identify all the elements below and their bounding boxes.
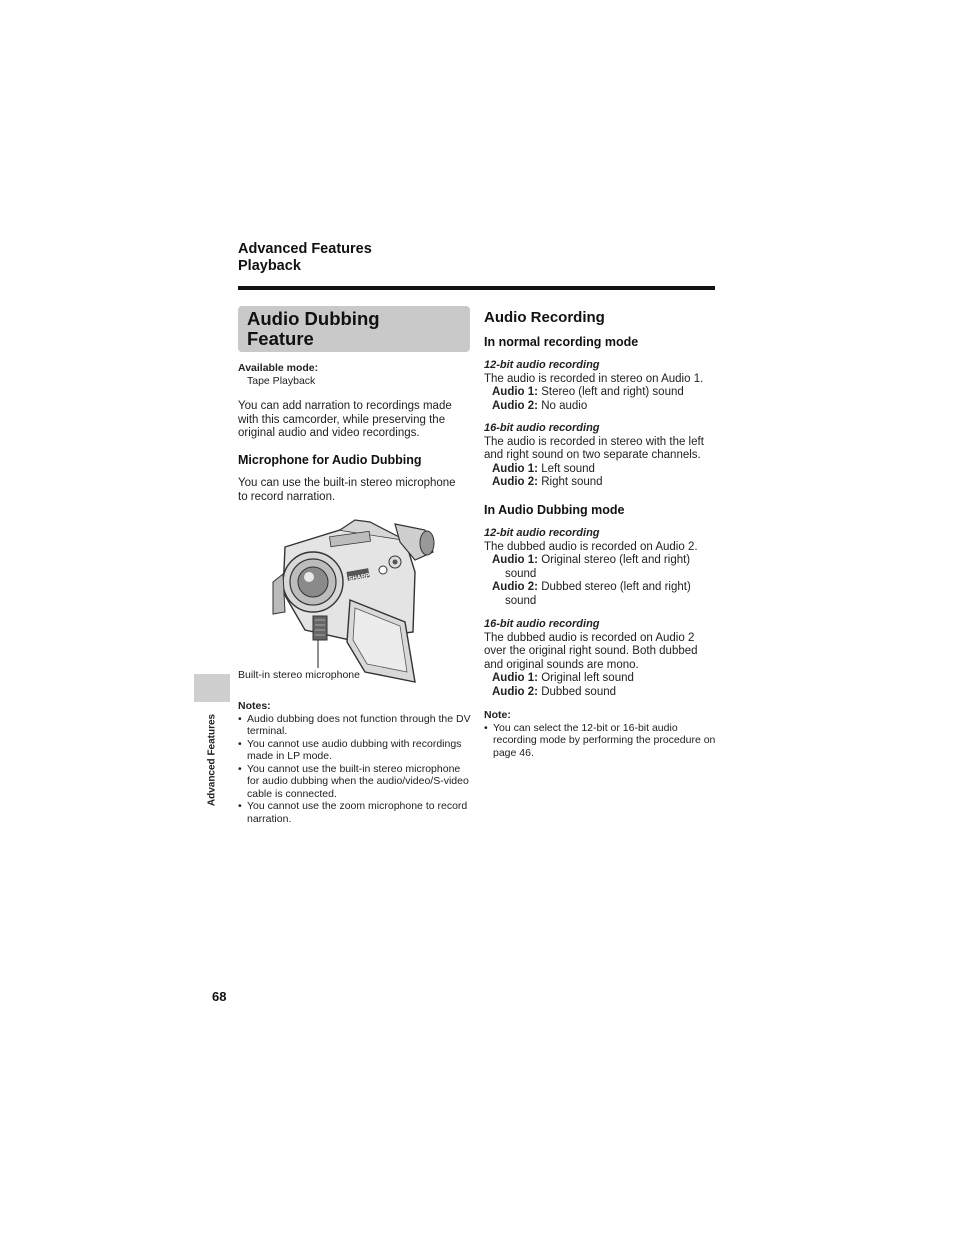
dubbing-16bit-audio1: Audio 1: Original left sound	[492, 672, 634, 685]
title-line-1: Audio Dubbing	[247, 308, 380, 329]
dubbing-16bit-text: over the original right sound. Both dubbed	[484, 645, 698, 658]
dubbing-mode-heading: In Audio Dubbing mode	[484, 503, 625, 517]
normal-16bit-text: and right sound on two separate channels.	[484, 449, 701, 462]
available-mode-value: Tape Playback	[247, 374, 316, 387]
notes-list	[238, 713, 473, 826]
title-line-2: Feature	[247, 327, 314, 349]
dubbing-12bit-audio2-cont: sound	[505, 594, 537, 607]
intro-line: with this camcorder, while preserving the	[238, 413, 446, 426]
audio-recording-heading: Audio Recording	[484, 309, 605, 326]
note-list	[484, 722, 716, 760]
dubbing-12bit-audio1-cont: sound	[505, 567, 537, 580]
image-caption: Built-in stereo microphone	[238, 669, 360, 681]
normal-12bit-audio2: Audio 2: No audio	[492, 399, 588, 412]
normal-16bit-text: The audio is recorded in stereo with the left	[484, 435, 704, 448]
dubbing-16bit-block	[484, 618, 719, 700]
intro-paragraph	[238, 400, 478, 441]
page-title	[247, 309, 380, 348]
mic-heading: Microphone for Audio Dubbing	[238, 453, 422, 467]
normal-16bit-audio1: Audio 1: Left sound	[492, 462, 595, 475]
dubbing-12bit-block	[484, 527, 719, 609]
normal-12bit-text: The audio is recorded in stereo on Audio 1.	[484, 372, 704, 385]
title-box	[238, 306, 470, 352]
mic-text	[238, 477, 478, 504]
note-item: • You can select the 12-bit or 16-bit audio recording mode by performing the procedure on page 46.	[484, 722, 716, 760]
section-header	[238, 241, 372, 275]
dubbing-16bit-label: 16-bit audio recording	[484, 618, 600, 630]
mic-text-line: to record narration.	[238, 490, 336, 503]
dubbing-12bit-label: 12-bit audio recording	[484, 527, 600, 539]
dubbing-12bit-text: The dubbed audio is recorded on Audio 2.	[484, 540, 698, 553]
normal-16bit-block	[484, 422, 719, 490]
dubbing-12bit-audio2: Audio 2: Dubbed stereo (left and right)	[492, 581, 691, 594]
dubbing-12bit-audio1: Audio 1: Original stereo (left and right)	[492, 554, 691, 567]
normal-16bit-audio2: Audio 2: Right sound	[492, 476, 603, 489]
side-tab-marker	[194, 674, 230, 702]
intro-line: original audio and video recordings.	[238, 427, 420, 440]
header-rule	[238, 286, 715, 290]
available-mode	[238, 362, 473, 387]
camcorder-illustration	[255, 512, 445, 692]
camera-brand-label: SHARP	[348, 573, 371, 583]
note-heading: Note:	[484, 709, 511, 721]
normal-16bit-label: 16-bit audio recording	[484, 422, 600, 434]
header-line-1: Advanced Features	[238, 241, 372, 257]
mic-text-line: You can use the built-in stereo microphone	[238, 477, 456, 489]
intro-line: You can add narration to recordings made	[238, 400, 452, 412]
notes-item: • You cannot use the built-in stereo microphone for audio dubbing when the audio/video/S-video cable is connected.	[238, 763, 473, 801]
dubbing-16bit-audio2: Audio 2: Dubbed sound	[492, 685, 617, 698]
side-tab-label: Advanced Features	[206, 713, 218, 807]
notes-item: • You cannot use the zoom microphone to record narration.	[238, 800, 473, 825]
header-line-2: Playback	[238, 258, 301, 274]
available-mode-label: Available mode:	[238, 362, 319, 374]
notes-item: • Audio dubbing does not function through the DV terminal.	[238, 713, 473, 738]
normal-12bit-block	[484, 359, 719, 413]
normal-12bit-audio1: Audio 1: Stereo (left and right) sound	[492, 386, 684, 399]
notes-block	[238, 700, 473, 825]
normal-12bit-label: 12-bit audio recording	[484, 359, 600, 371]
page-number: 68	[212, 989, 227, 1004]
notes-heading: Notes:	[238, 700, 271, 712]
normal-mode-heading: In normal recording mode	[484, 335, 639, 349]
note-block	[484, 709, 716, 759]
notes-item: • You cannot use audio dubbing with recordings made in LP mode.	[238, 738, 473, 763]
dubbing-16bit-text: The dubbed audio is recorded on Audio 2	[484, 631, 695, 644]
dubbing-16bit-text: and original sounds are mono.	[484, 658, 639, 671]
